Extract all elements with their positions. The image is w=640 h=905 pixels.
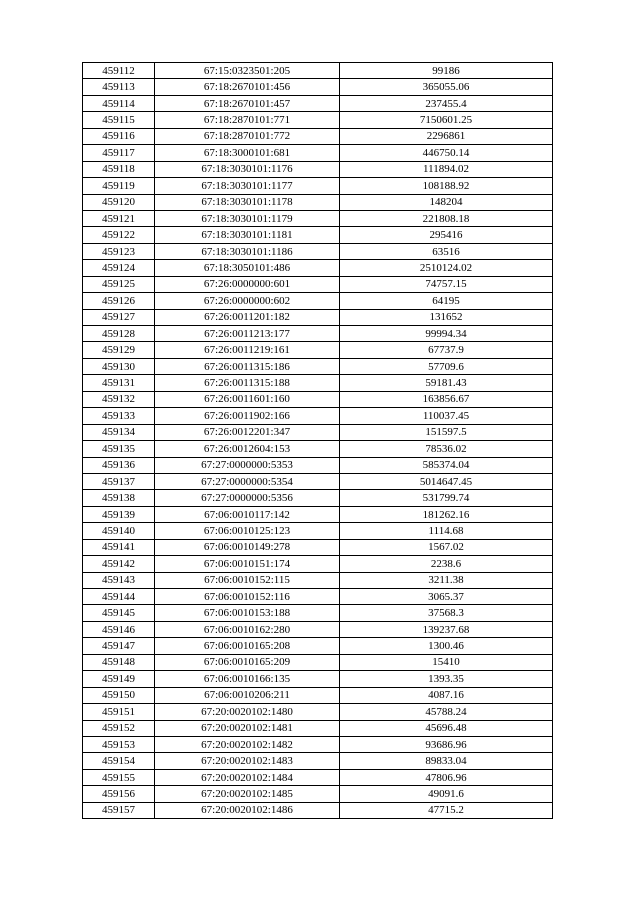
row-number-cell: 459150: [83, 687, 155, 703]
value-cell: 89833.04: [340, 753, 553, 769]
value-cell: 1393.35: [340, 671, 553, 687]
value-cell: 15410: [340, 654, 553, 670]
cadastral-number-cell: 67:18:2870101:771: [155, 112, 340, 128]
row-number-cell: 459130: [83, 358, 155, 374]
value-cell: 63516: [340, 243, 553, 259]
row-number-cell: 459121: [83, 210, 155, 226]
value-cell: 148204: [340, 194, 553, 210]
row-number-cell: 459144: [83, 589, 155, 605]
row-number-cell: 459114: [83, 95, 155, 111]
row-number-cell: 459118: [83, 161, 155, 177]
row-number-cell: 459123: [83, 243, 155, 259]
value-cell: 78536.02: [340, 441, 553, 457]
table-row: [83, 391, 553, 407]
table-row: [83, 802, 553, 818]
cadastral-number-cell: 67:18:3050101:486: [155, 260, 340, 276]
cadastral-number-cell: 67:06:0010152:115: [155, 572, 340, 588]
cadastral-number-cell: 67:18:3030101:1176: [155, 161, 340, 177]
value-cell: 531799.74: [340, 490, 553, 506]
value-cell: 93686.96: [340, 736, 553, 752]
cadastral-number-cell: 67:18:3000101:681: [155, 145, 340, 161]
value-cell: 64195: [340, 293, 553, 309]
value-cell: 585374.04: [340, 457, 553, 473]
table-row: [83, 358, 553, 374]
table-row: [83, 424, 553, 440]
cadastral-number-cell: 67:06:0010151:174: [155, 556, 340, 572]
value-cell: 3065.37: [340, 589, 553, 605]
value-cell: 3211.38: [340, 572, 553, 588]
table-row: [83, 473, 553, 489]
table-row: [83, 687, 553, 703]
value-cell: 1300.46: [340, 638, 553, 654]
row-number-cell: 459148: [83, 654, 155, 670]
table-row: [83, 786, 553, 802]
table-row: [83, 243, 553, 259]
value-cell: 446750.14: [340, 145, 553, 161]
table-row: [83, 671, 553, 687]
row-number-cell: 459153: [83, 736, 155, 752]
table-row: [83, 210, 553, 226]
value-cell: 181262.16: [340, 506, 553, 522]
value-cell: 1114.68: [340, 523, 553, 539]
cadastral-number-cell: 67:18:2670101:456: [155, 79, 340, 95]
value-cell: 365055.06: [340, 79, 553, 95]
value-cell: 139237.68: [340, 621, 553, 637]
cadastral-number-cell: 67:06:0010125:123: [155, 523, 340, 539]
value-cell: 2510124.02: [340, 260, 553, 276]
row-number-cell: 459156: [83, 786, 155, 802]
cadastral-number-cell: 67:26:0011601:160: [155, 391, 340, 407]
cadastral-number-cell: 67:18:3030101:1179: [155, 210, 340, 226]
cadastral-number-cell: 67:20:0020102:1483: [155, 753, 340, 769]
cadastral-number-cell: 67:26:0011902:166: [155, 408, 340, 424]
value-cell: 237455.4: [340, 95, 553, 111]
row-number-cell: 459119: [83, 178, 155, 194]
table-row: [83, 79, 553, 95]
cadastral-number-cell: 67:06:0010166:135: [155, 671, 340, 687]
table-row: [83, 194, 553, 210]
table-row: [83, 720, 553, 736]
row-number-cell: 459142: [83, 556, 155, 572]
table-row: [83, 145, 553, 161]
registry-table-body: [83, 63, 553, 819]
table-row: [83, 753, 553, 769]
cadastral-number-cell: 67:27:0000000:5354: [155, 473, 340, 489]
table-row: [83, 654, 553, 670]
row-number-cell: 459113: [83, 79, 155, 95]
table-row: [83, 342, 553, 358]
table-row: [83, 227, 553, 243]
table-row: [83, 326, 553, 342]
cadastral-number-cell: 67:06:0010153:188: [155, 605, 340, 621]
table-row: [83, 309, 553, 325]
table-row: [83, 178, 553, 194]
row-number-cell: 459112: [83, 63, 155, 79]
cadastral-number-cell: 67:20:0020102:1480: [155, 704, 340, 720]
row-number-cell: 459124: [83, 260, 155, 276]
value-cell: 1567.02: [340, 539, 553, 555]
cadastral-number-cell: 67:18:3030101:1178: [155, 194, 340, 210]
value-cell: 59181.43: [340, 375, 553, 391]
table-row: [83, 589, 553, 605]
value-cell: 67737.9: [340, 342, 553, 358]
cadastral-number-cell: 67:26:0011315:186: [155, 358, 340, 374]
cadastral-number-cell: 67:20:0020102:1482: [155, 736, 340, 752]
table-row: [83, 556, 553, 572]
table-row: [83, 704, 553, 720]
row-number-cell: 459131: [83, 375, 155, 391]
row-number-cell: 459155: [83, 769, 155, 785]
value-cell: 45696.48: [340, 720, 553, 736]
row-number-cell: 459149: [83, 671, 155, 687]
table-row: [83, 506, 553, 522]
cadastral-number-cell: 67:18:3030101:1181: [155, 227, 340, 243]
table-row: [83, 63, 553, 79]
row-number-cell: 459132: [83, 391, 155, 407]
row-number-cell: 459129: [83, 342, 155, 358]
cadastral-number-cell: 67:20:0020102:1486: [155, 802, 340, 818]
cadastral-number-cell: 67:26:0011315:188: [155, 375, 340, 391]
row-number-cell: 459122: [83, 227, 155, 243]
table-row: [83, 260, 553, 276]
row-number-cell: 459147: [83, 638, 155, 654]
cadastral-number-cell: 67:18:2870101:772: [155, 128, 340, 144]
table-row: [83, 736, 553, 752]
row-number-cell: 459125: [83, 276, 155, 292]
table-row: [83, 408, 553, 424]
table-row: [83, 490, 553, 506]
cadastral-number-cell: 67:06:0010152:116: [155, 589, 340, 605]
cadastral-number-cell: 67:06:0010165:209: [155, 654, 340, 670]
row-number-cell: 459145: [83, 605, 155, 621]
cadastral-number-cell: 67:20:0020102:1481: [155, 720, 340, 736]
value-cell: 49091.6: [340, 786, 553, 802]
table-row: [83, 769, 553, 785]
value-cell: 37568.3: [340, 605, 553, 621]
value-cell: 45788.24: [340, 704, 553, 720]
row-number-cell: 459143: [83, 572, 155, 588]
cadastral-number-cell: 67:20:0020102:1484: [155, 769, 340, 785]
table-row: [83, 457, 553, 473]
cadastral-number-cell: 67:26:0011219:161: [155, 342, 340, 358]
value-cell: 2238.6: [340, 556, 553, 572]
row-number-cell: 459146: [83, 621, 155, 637]
cadastral-number-cell: 67:27:0000000:5356: [155, 490, 340, 506]
row-number-cell: 459126: [83, 293, 155, 309]
value-cell: 131652: [340, 309, 553, 325]
cadastral-number-cell: 67:26:0012201:347: [155, 424, 340, 440]
cadastral-number-cell: 67:18:3030101:1186: [155, 243, 340, 259]
value-cell: 221808.18: [340, 210, 553, 226]
table-row: [83, 95, 553, 111]
value-cell: 99994.34: [340, 326, 553, 342]
cadastral-number-cell: 67:06:0010117:142: [155, 506, 340, 522]
row-number-cell: 459128: [83, 326, 155, 342]
cadastral-number-cell: 67:18:2670101:457: [155, 95, 340, 111]
row-number-cell: 459115: [83, 112, 155, 128]
value-cell: 5014647.45: [340, 473, 553, 489]
value-cell: 108188.92: [340, 178, 553, 194]
cadastral-number-cell: 67:26:0011213:177: [155, 326, 340, 342]
table-row: [83, 572, 553, 588]
registry-table: [82, 62, 553, 819]
row-number-cell: 459116: [83, 128, 155, 144]
table-row: [83, 128, 553, 144]
cadastral-number-cell: 67:15:0323501:205: [155, 63, 340, 79]
value-cell: 57709.6: [340, 358, 553, 374]
table-row: [83, 293, 553, 309]
table-row: [83, 161, 553, 177]
value-cell: 110037.45: [340, 408, 553, 424]
table-row: [83, 638, 553, 654]
row-number-cell: 459138: [83, 490, 155, 506]
value-cell: 151597.5: [340, 424, 553, 440]
value-cell: 74757.15: [340, 276, 553, 292]
value-cell: 295416: [340, 227, 553, 243]
table-row: [83, 523, 553, 539]
value-cell: 2296861: [340, 128, 553, 144]
value-cell: 7150601.25: [340, 112, 553, 128]
cadastral-number-cell: 67:06:0010149:278: [155, 539, 340, 555]
cadastral-number-cell: 67:26:0012604:153: [155, 441, 340, 457]
row-number-cell: 459120: [83, 194, 155, 210]
row-number-cell: 459157: [83, 802, 155, 818]
cadastral-number-cell: 67:18:3030101:1177: [155, 178, 340, 194]
row-number-cell: 459117: [83, 145, 155, 161]
row-number-cell: 459151: [83, 704, 155, 720]
table-row: [83, 441, 553, 457]
row-number-cell: 459127: [83, 309, 155, 325]
cadastral-number-cell: 67:26:0000000:602: [155, 293, 340, 309]
row-number-cell: 459152: [83, 720, 155, 736]
value-cell: 111894.02: [340, 161, 553, 177]
cadastral-number-cell: 67:06:0010165:208: [155, 638, 340, 654]
row-number-cell: 459134: [83, 424, 155, 440]
value-cell: 47806.96: [340, 769, 553, 785]
cadastral-number-cell: 67:27:0000000:5353: [155, 457, 340, 473]
value-cell: 4087.16: [340, 687, 553, 703]
row-number-cell: 459133: [83, 408, 155, 424]
table-row: [83, 621, 553, 637]
cadastral-number-cell: 67:26:0000000:601: [155, 276, 340, 292]
cadastral-number-cell: 67:26:0011201:182: [155, 309, 340, 325]
cadastral-number-cell: 67:06:0010162:280: [155, 621, 340, 637]
cadastral-number-cell: 67:20:0020102:1485: [155, 786, 340, 802]
cadastral-number-cell: 67:06:0010206:211: [155, 687, 340, 703]
row-number-cell: 459139: [83, 506, 155, 522]
value-cell: 47715.2: [340, 802, 553, 818]
value-cell: 99186: [340, 63, 553, 79]
row-number-cell: 459154: [83, 753, 155, 769]
table-row: [83, 539, 553, 555]
row-number-cell: 459136: [83, 457, 155, 473]
table-row: [83, 375, 553, 391]
row-number-cell: 459140: [83, 523, 155, 539]
table-row: [83, 276, 553, 292]
row-number-cell: 459141: [83, 539, 155, 555]
value-cell: 163856.67: [340, 391, 553, 407]
table-row: [83, 112, 553, 128]
row-number-cell: 459137: [83, 473, 155, 489]
table-row: [83, 605, 553, 621]
row-number-cell: 459135: [83, 441, 155, 457]
